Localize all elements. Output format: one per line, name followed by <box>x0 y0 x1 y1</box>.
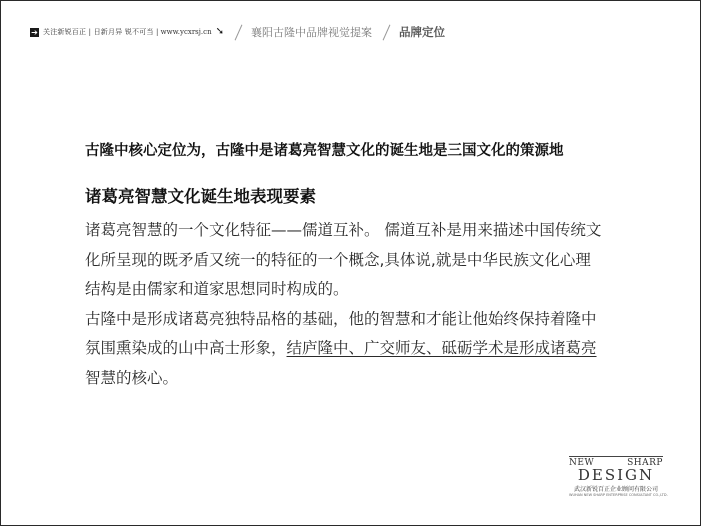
arrow-right-icon: ➔ <box>31 27 38 37</box>
body-line <box>85 335 601 365</box>
page-subheading: 诸葛亮智慧文化诞生地表现要素 <box>85 187 316 206</box>
section-title: 品牌定位 <box>398 25 445 39</box>
body-line: 化所呈现的既矛盾又统一的特征的一个概念,具体说,就是中华民族文化心理 <box>85 250 591 269</box>
header-url[interactable]: www.ycxrsj.cn <box>160 28 212 36</box>
body-line: 结构是由儒家和道家思想同时构成的。 <box>85 280 349 299</box>
header-tagline: 关注新锐百正 | 日新月异 锐不可当 | <box>43 28 159 36</box>
logo-new: NEW <box>569 458 595 468</box>
header-bar <box>30 22 445 42</box>
body-line: 诸葛亮智慧的一个文化特征——儒道互补。 儒道互补是用来描述中国传统文 <box>85 221 602 239</box>
logo-sharp: SHARP <box>627 458 663 468</box>
proposal-title: 襄阳古隆中品牌视觉提案 <box>250 26 372 39</box>
body-line-underlined: 结庐隆中、广交师友、砥砺学术是形成诸葛亮 <box>286 339 597 358</box>
header-divider <box>383 24 391 40</box>
body-line-plain: 氛围熏染成的山中高士形象， <box>85 339 287 358</box>
company-logo <box>569 456 668 498</box>
logo-design: DESIGN <box>577 466 655 484</box>
body-text <box>85 217 601 395</box>
body-line: 古隆中是形成诸葛亮独特品格的基础，他的智慧和才能让他始终保持着隆中 <box>85 309 597 328</box>
header-divider <box>235 24 243 40</box>
logo-company-cn: 武汉新锐百正企业顾问有限公司 <box>573 486 658 493</box>
body-line: 智慧的核心。 <box>85 368 179 387</box>
cursor-icon: ➘ <box>215 26 224 37</box>
logo-company-en: WUHAN NEW SHARP ENTERPRISE CONSULTANT CO.,LTD. <box>569 493 668 497</box>
page-heading: 古隆中核心定位为，古隆中是诸葛亮智慧文化的诞生地是三国文化的策源地 <box>85 143 564 159</box>
